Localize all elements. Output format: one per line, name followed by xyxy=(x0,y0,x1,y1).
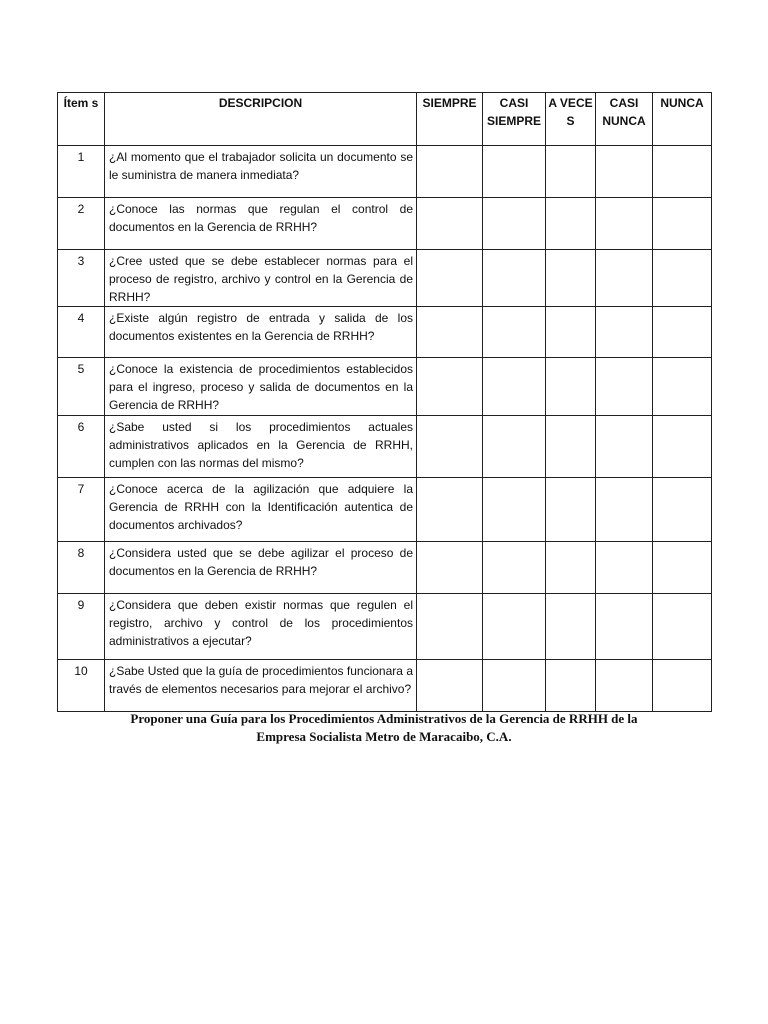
caption-line-1: Proponer una Guía para los Procedimientos Administrativos de la Gerencia de RRHH de la xyxy=(130,711,638,726)
item-number: 3 xyxy=(58,250,105,307)
item-number: 5 xyxy=(58,358,105,416)
table-row xyxy=(58,416,712,478)
caption-line-2: Empresa Socialista Metro de Maracaibo, C.A. xyxy=(256,729,512,744)
answer-cell-casi-nunca[interactable] xyxy=(596,250,653,307)
item-question: ¿Existe algún registro de entrada y salida de los documentos existentes en la Gerencia de RRHH? xyxy=(105,307,417,358)
answer-cell-a-veces[interactable] xyxy=(546,478,596,542)
answer-cell-casi-nunca[interactable] xyxy=(596,358,653,416)
answer-cell-nunca[interactable] xyxy=(653,358,712,416)
item-question: ¿Sabe Usted que la guía de procedimientos funcionara a través de elementos necesarios para mejorar el archivo? xyxy=(105,660,417,712)
header-siempre: SIEMPRE xyxy=(417,93,483,146)
answer-cell-casi-siempre[interactable] xyxy=(483,594,546,660)
answer-cell-nunca[interactable] xyxy=(653,307,712,358)
answer-cell-casi-siempre[interactable] xyxy=(483,146,546,198)
table-row xyxy=(58,307,712,358)
item-question: ¿Al momento que el trabajador solicita un documento se le suministra de manera inmediata? xyxy=(105,146,417,198)
answer-cell-siempre[interactable] xyxy=(417,198,483,250)
questionnaire-table xyxy=(57,92,712,712)
answer-cell-casi-siempre[interactable] xyxy=(483,660,546,712)
answer-cell-a-veces[interactable] xyxy=(546,660,596,712)
header-description: DESCRIPCION xyxy=(105,93,417,146)
answer-cell-nunca[interactable] xyxy=(653,478,712,542)
answer-cell-a-veces[interactable] xyxy=(546,542,596,594)
answer-cell-a-veces[interactable] xyxy=(546,146,596,198)
answer-cell-siempre[interactable] xyxy=(417,146,483,198)
answer-cell-siempre[interactable] xyxy=(417,594,483,660)
answer-cell-siempre[interactable] xyxy=(417,660,483,712)
answer-cell-siempre[interactable] xyxy=(417,358,483,416)
item-question: ¿Considera que deben existir normas que regulen el registro, archivo y control de los procedimientos administrativos a ejecutar? xyxy=(105,594,417,660)
table-row xyxy=(58,542,712,594)
table-row xyxy=(58,358,712,416)
caption xyxy=(0,710,768,746)
header-casi-nunca: CASI NUNCA xyxy=(596,93,653,146)
answer-cell-siempre[interactable] xyxy=(417,307,483,358)
header-row xyxy=(58,93,712,146)
answer-cell-casi-nunca[interactable] xyxy=(596,478,653,542)
answer-cell-casi-nunca[interactable] xyxy=(596,416,653,478)
table-row xyxy=(58,250,712,307)
answer-cell-casi-siempre[interactable] xyxy=(483,250,546,307)
table-row xyxy=(58,146,712,198)
header-casi-siempre: CASI SIEMPRE xyxy=(483,93,546,146)
item-number: 6 xyxy=(58,416,105,478)
answer-cell-casi-nunca[interactable] xyxy=(596,594,653,660)
answer-cell-casi-nunca[interactable] xyxy=(596,307,653,358)
answer-cell-nunca[interactable] xyxy=(653,416,712,478)
header-items: Ítem s xyxy=(58,93,105,146)
table-row xyxy=(58,478,712,542)
answer-cell-casi-nunca[interactable] xyxy=(596,542,653,594)
answer-cell-siempre[interactable] xyxy=(417,250,483,307)
item-question: ¿Cree usted que se debe establecer normas para el proceso de registro, archivo y control en la Gerencia de RRHH? xyxy=(105,250,417,307)
header-nunca: NUNCA xyxy=(653,93,712,146)
item-question: ¿Sabe usted si los procedimientos actuales administrativos aplicados en la Gerencia de RRHH, cumplen con las normas del mismo? xyxy=(105,416,417,478)
answer-cell-nunca[interactable] xyxy=(653,198,712,250)
answer-cell-nunca[interactable] xyxy=(653,660,712,712)
answer-cell-nunca[interactable] xyxy=(653,250,712,307)
answer-cell-a-veces[interactable] xyxy=(546,594,596,660)
item-question: ¿Conoce las normas que regulan el control de documentos en la Gerencia de RRHH? xyxy=(105,198,417,250)
item-number: 10 xyxy=(58,660,105,712)
item-number: 1 xyxy=(58,146,105,198)
answer-cell-casi-siempre[interactable] xyxy=(483,542,546,594)
table-row xyxy=(58,660,712,712)
answer-cell-casi-nunca[interactable] xyxy=(596,660,653,712)
table-row xyxy=(58,594,712,660)
answer-cell-a-veces[interactable] xyxy=(546,198,596,250)
item-number: 2 xyxy=(58,198,105,250)
answer-cell-nunca[interactable] xyxy=(653,542,712,594)
answer-cell-siempre[interactable] xyxy=(417,478,483,542)
answer-cell-a-veces[interactable] xyxy=(546,358,596,416)
answer-cell-casi-nunca[interactable] xyxy=(596,146,653,198)
item-number: 9 xyxy=(58,594,105,660)
answer-cell-casi-siempre[interactable] xyxy=(483,307,546,358)
item-number: 4 xyxy=(58,307,105,358)
item-number: 8 xyxy=(58,542,105,594)
answer-cell-a-veces[interactable] xyxy=(546,250,596,307)
answer-cell-siempre[interactable] xyxy=(417,542,483,594)
item-question: ¿Conoce acerca de la agilización que adquiere la Gerencia de RRHH con la Identificación autentica de documentos archivados? xyxy=(105,478,417,542)
answer-cell-casi-siempre[interactable] xyxy=(483,416,546,478)
table-row xyxy=(58,198,712,250)
item-number: 7 xyxy=(58,478,105,542)
answer-cell-casi-siempre[interactable] xyxy=(483,198,546,250)
header-a-veces: A VECE S xyxy=(546,93,596,146)
answer-cell-siempre[interactable] xyxy=(417,416,483,478)
answer-cell-casi-siempre[interactable] xyxy=(483,478,546,542)
answer-cell-casi-nunca[interactable] xyxy=(596,198,653,250)
item-question: ¿Conoce la existencia de procedimientos establecidos para el ingreso, proceso y salida de documentos en la Gerencia de RRHH? xyxy=(105,358,417,416)
answer-cell-a-veces[interactable] xyxy=(546,307,596,358)
answer-cell-casi-siempre[interactable] xyxy=(483,358,546,416)
answer-cell-a-veces[interactable] xyxy=(546,416,596,478)
item-question: ¿Considera usted que se debe agilizar el proceso de documentos en la Gerencia de RRHH? xyxy=(105,542,417,594)
answer-cell-nunca[interactable] xyxy=(653,594,712,660)
answer-cell-nunca[interactable] xyxy=(653,146,712,198)
